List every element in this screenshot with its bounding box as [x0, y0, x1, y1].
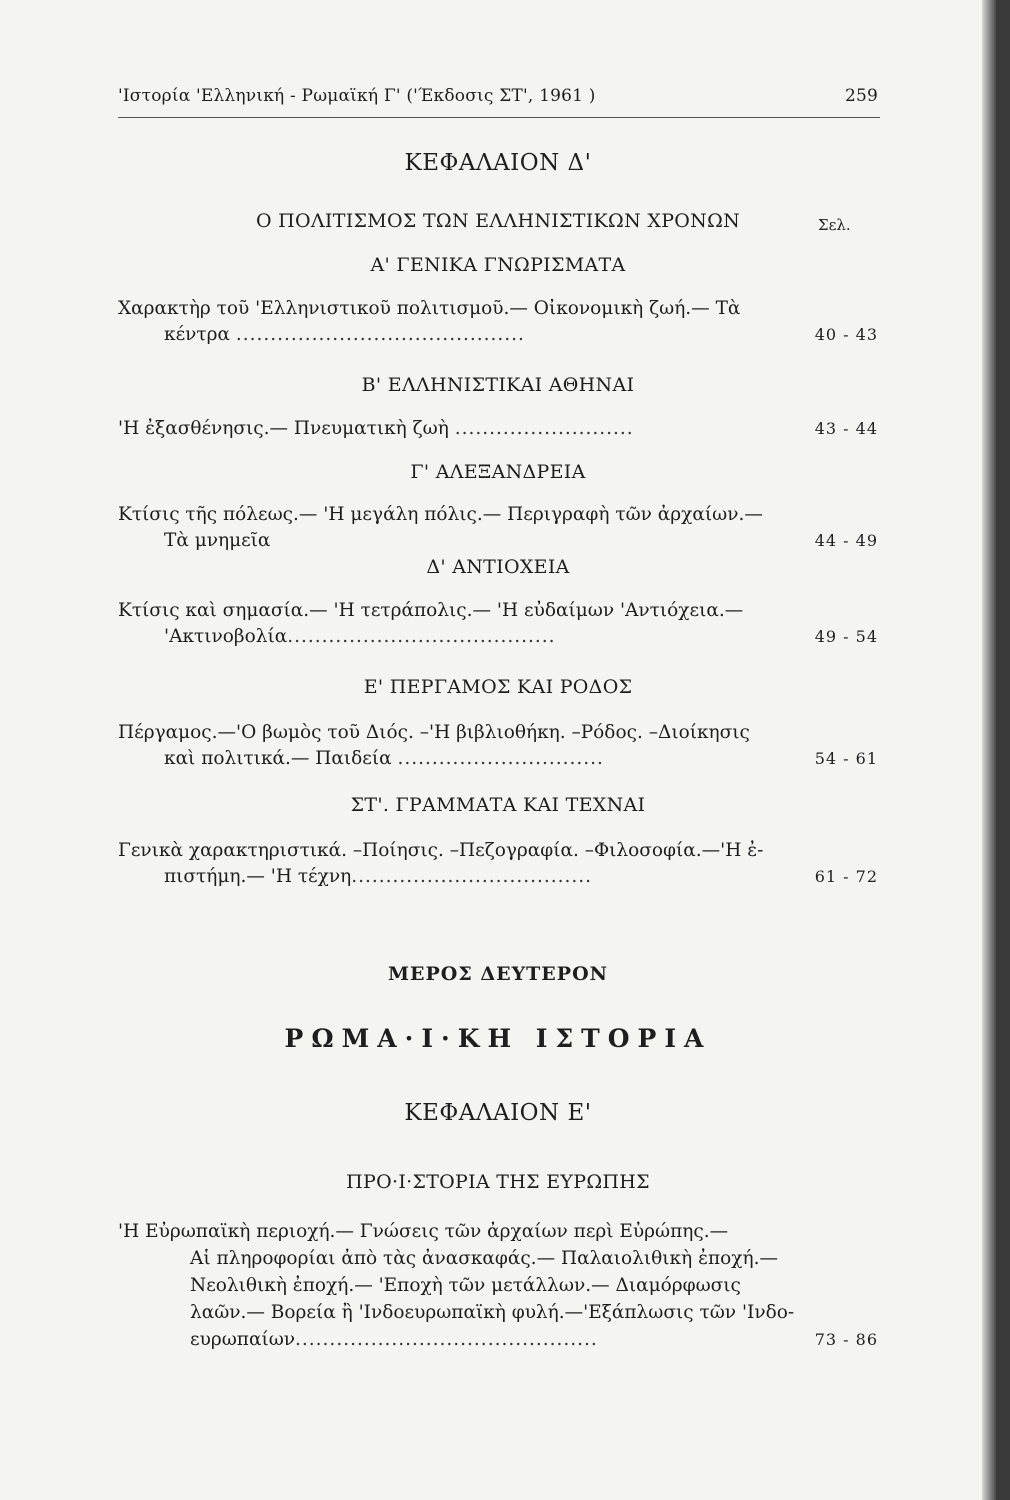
- toc-entry-text: καὶ πολιτικά.— Παιδεία: [164, 748, 392, 769]
- toc-entry-text: Κτίσις καὶ σημασία.— 'Η τετράπολις.— 'Η εὐδαίμων 'Αντιόχεια.—: [118, 600, 744, 621]
- toc-entry-text: 'Η ἐξασθένησις.— Πνευματικὴ ζωὴ: [118, 418, 449, 439]
- part-title: ΜΕΡΟΣ ΔΕΥΤΕΡΟΝ: [387, 963, 608, 985]
- toc-entry-e: [118, 720, 878, 772]
- section-heading-c: Γ' ΑΛΕΞΑΝΔΡΕΙΑ: [410, 461, 586, 483]
- toc-entry-text: 'Ακτινοβολία: [164, 626, 288, 647]
- toc-entry-text: Τὰ μνημεῖα: [164, 530, 271, 551]
- chapter-d-title: ΚΕΦΑΛΑΙΟΝ Δ': [404, 150, 592, 176]
- section-heading-e: Ε' ΠΕΡΓΑΜΟΣ ΚΑΙ ΡΟΔΟΣ: [363, 676, 633, 698]
- toc-entry-pages: 44 - 49: [814, 531, 878, 550]
- toc-entry-pages: 61 - 72: [814, 867, 878, 886]
- toc-entry-text: ευρωπαίων: [190, 1329, 296, 1350]
- toc-entry-text: κέντρα: [164, 324, 230, 345]
- chapter-e-title: ΚΕΦΑΛΑΙΟΝ Ε': [404, 1100, 592, 1126]
- toc-entry-text: Γενικὰ χαρακτηριστικά. –Ποίησις. –Πεζογραφία. –Φιλοσοφία.—'Η ἐ-: [118, 840, 764, 861]
- toc-entry-pages: 73 - 86: [814, 1330, 878, 1349]
- toc-entry-a: [118, 296, 878, 348]
- section-heading-a: Α' ΓΕΝΙΚΑ ΓΝΩΡΙΣΜΑΤΑ: [370, 254, 626, 276]
- section-heading-d: Δ' ΑΝΤΙΟΧΕΙΑ: [426, 556, 570, 578]
- page-column-label: Σελ.: [818, 216, 851, 234]
- chapter-d-subtitle: Ο ΠΟΛΙΤΙΣΜΟΣ ΤΩΝ ΕΛΛΗΝΙΣΤΙΚΩΝ ΧΡΟΝΩΝ: [255, 210, 741, 232]
- leader-dots: ..........................................: [235, 324, 525, 345]
- toc-entry-pages: 40 - 43: [814, 325, 878, 344]
- running-head: [118, 86, 878, 106]
- toc-entry-text: 'Η Εὐρωπαϊκὴ περιοχή.— Γνώσεις τῶν ἀρχαίων περὶ Εὐρώπης.—: [118, 1221, 729, 1242]
- leader-dots: ..........................: [454, 418, 634, 439]
- section-heading-st: ΣΤ'. ΓΡΑΜΜΑΤΑ ΚΑΙ ΤΕΧΝΑΙ: [350, 794, 646, 816]
- leader-dots: ..............................: [397, 748, 604, 769]
- toc-entry-c: [118, 502, 878, 554]
- toc-entry-b: [118, 416, 878, 442]
- page-number: 259: [844, 86, 878, 106]
- toc-entry-text: πιστήμη.— 'Η τέχνη: [164, 866, 352, 887]
- section-heading-b: Β' ΕΛΛΗΝΙΣΤΙΚΑΙ ΑΘΗΝΑΙ: [361, 374, 635, 396]
- leader-dots: .......................................: [287, 626, 556, 647]
- part-subject: ΡΩΜΑ·Ι·ΚΗ ΙΣΤΟΡΙΑ: [284, 1024, 712, 1053]
- running-head-title: 'Ιστορία 'Ελληνική - Ρωμαϊκή Γ' ('Έκδοσις ΣΤ', 1961 ): [118, 86, 596, 106]
- toc-entry-text: Χαρακτὴρ τοῦ 'Ελληνιστικοῦ πολιτισμοῦ.— Οἰκονομικὴ ζωή.— Τὰ: [118, 298, 741, 319]
- toc-entry-pages: 49 - 54: [814, 627, 878, 646]
- toc-entry-text: λαῶν.— Βορεία ἢ 'Ινδοευρωπαϊκὴ φυλή.—'Εξάπλωσις τῶν 'Ινδο-: [190, 1302, 795, 1323]
- toc-entry-text: Κτίσις τῆς πόλεως.— 'Η μεγάλη πόλις.— Περιγραφὴ τῶν ἀρχαίων.—: [118, 504, 763, 525]
- leader-dots: ...................................: [351, 866, 593, 887]
- toc-entry-text: Νεολιθικὴ ἐποχή.— 'Εποχὴ τῶν μετάλλων.— Διαμόρφωσις: [190, 1275, 741, 1296]
- leader-dots: ............................................: [295, 1329, 598, 1350]
- toc-entry-chapter-e: [118, 1218, 878, 1353]
- toc-entry-st: [118, 838, 878, 890]
- toc-entry-pages: 54 - 61: [814, 749, 878, 768]
- chapter-e-subtitle: ΠΡΟ·Ι·ΣΤΟΡΙΑ ΤΗΣ ΕΥΡΩΠΗΣ: [346, 1171, 650, 1193]
- toc-entry-d: [118, 598, 878, 650]
- header-rule: [118, 117, 880, 118]
- toc-entry-text: Πέργαμος.—'Ο βωμὸς τοῦ Διός. –'Η βιβλιοθήκη. –Ρόδος. –Διοίκησις: [118, 722, 750, 743]
- toc-entry-pages: 43 - 44: [814, 419, 878, 438]
- toc-entry-text: Αἱ πληροφορίαι ἀπὸ τὰς ἀνασκαφάς.— Παλαιολιθικὴ ἐποχή.—: [190, 1248, 778, 1269]
